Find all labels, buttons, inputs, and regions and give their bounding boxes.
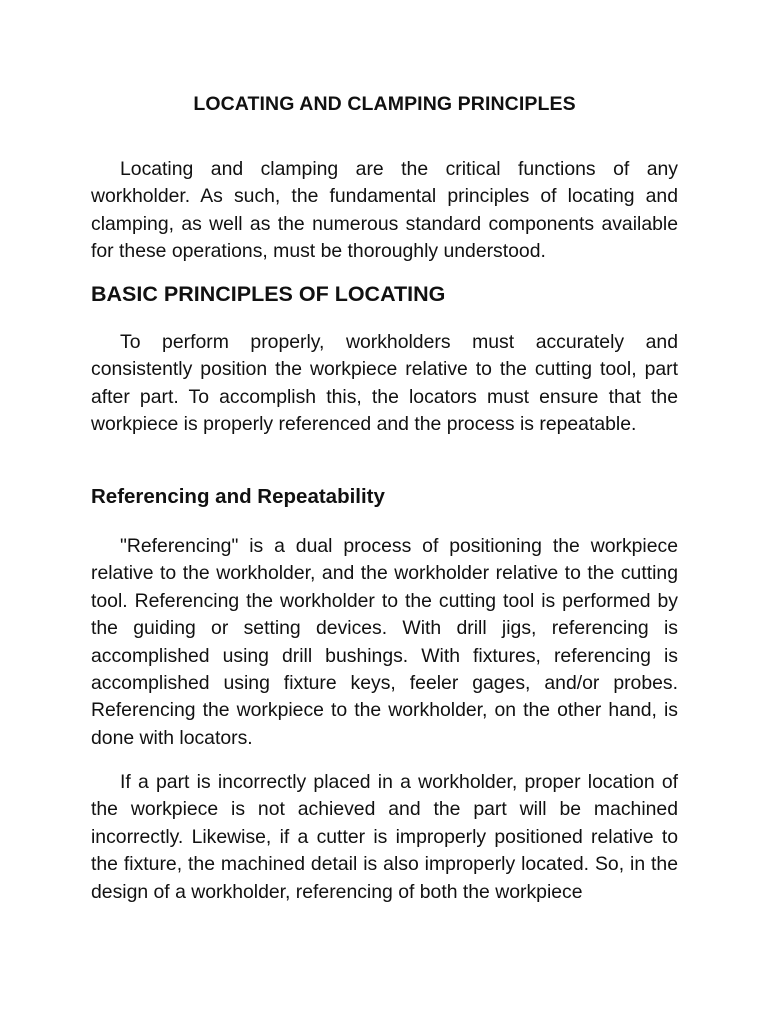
incorrect-placement-paragraph: If a part is incorrectly placed in a workholder, proper location of the workpiece is not achieved and the part will be machined incorrectly. Likewise, if a cutter is improperly positioned relative to the fixture, the machined detail is also improperly located. So, in the design of a workholder, referencing of both the workpiece	[91, 771, 678, 903]
document-title: LOCATING AND CLAMPING PRINCIPLES	[193, 93, 576, 115]
section-heading-basic-principles: BASIC PRINCIPLES OF LOCATING	[91, 282, 446, 306]
section-heading-referencing: Referencing and Repeatability	[91, 485, 385, 508]
intro-paragraph: Locating and clamping are the critical functions of any workholder. As such, the fundamental principles of locating and clamping, as well as the numerous standard components available for these operations, must be thoroughly understood.	[91, 158, 678, 263]
referencing-paragraph: "Referencing" is a dual process of positioning the workpiece relative to the workholder, and the workholder relative to the cutting tool. Referencing the workholder to the cutting tool is performed by the guiding or setting devices. With drill jigs, referencing is accomplished using drill bushings. With fixtures, referencing is accomplished using fixture keys, feeler gages, and/or probes. Referencing the workpiece to the workholder, on the other hand, is done with locators.	[91, 535, 678, 749]
basic-principles-paragraph: To perform properly, workholders must accurately and consistently position the workpiece relative to the cutting tool, part after part. To accomplish this, the locators must ensure that the workpiece is properly referenced and the process is repeatable.	[91, 331, 678, 436]
